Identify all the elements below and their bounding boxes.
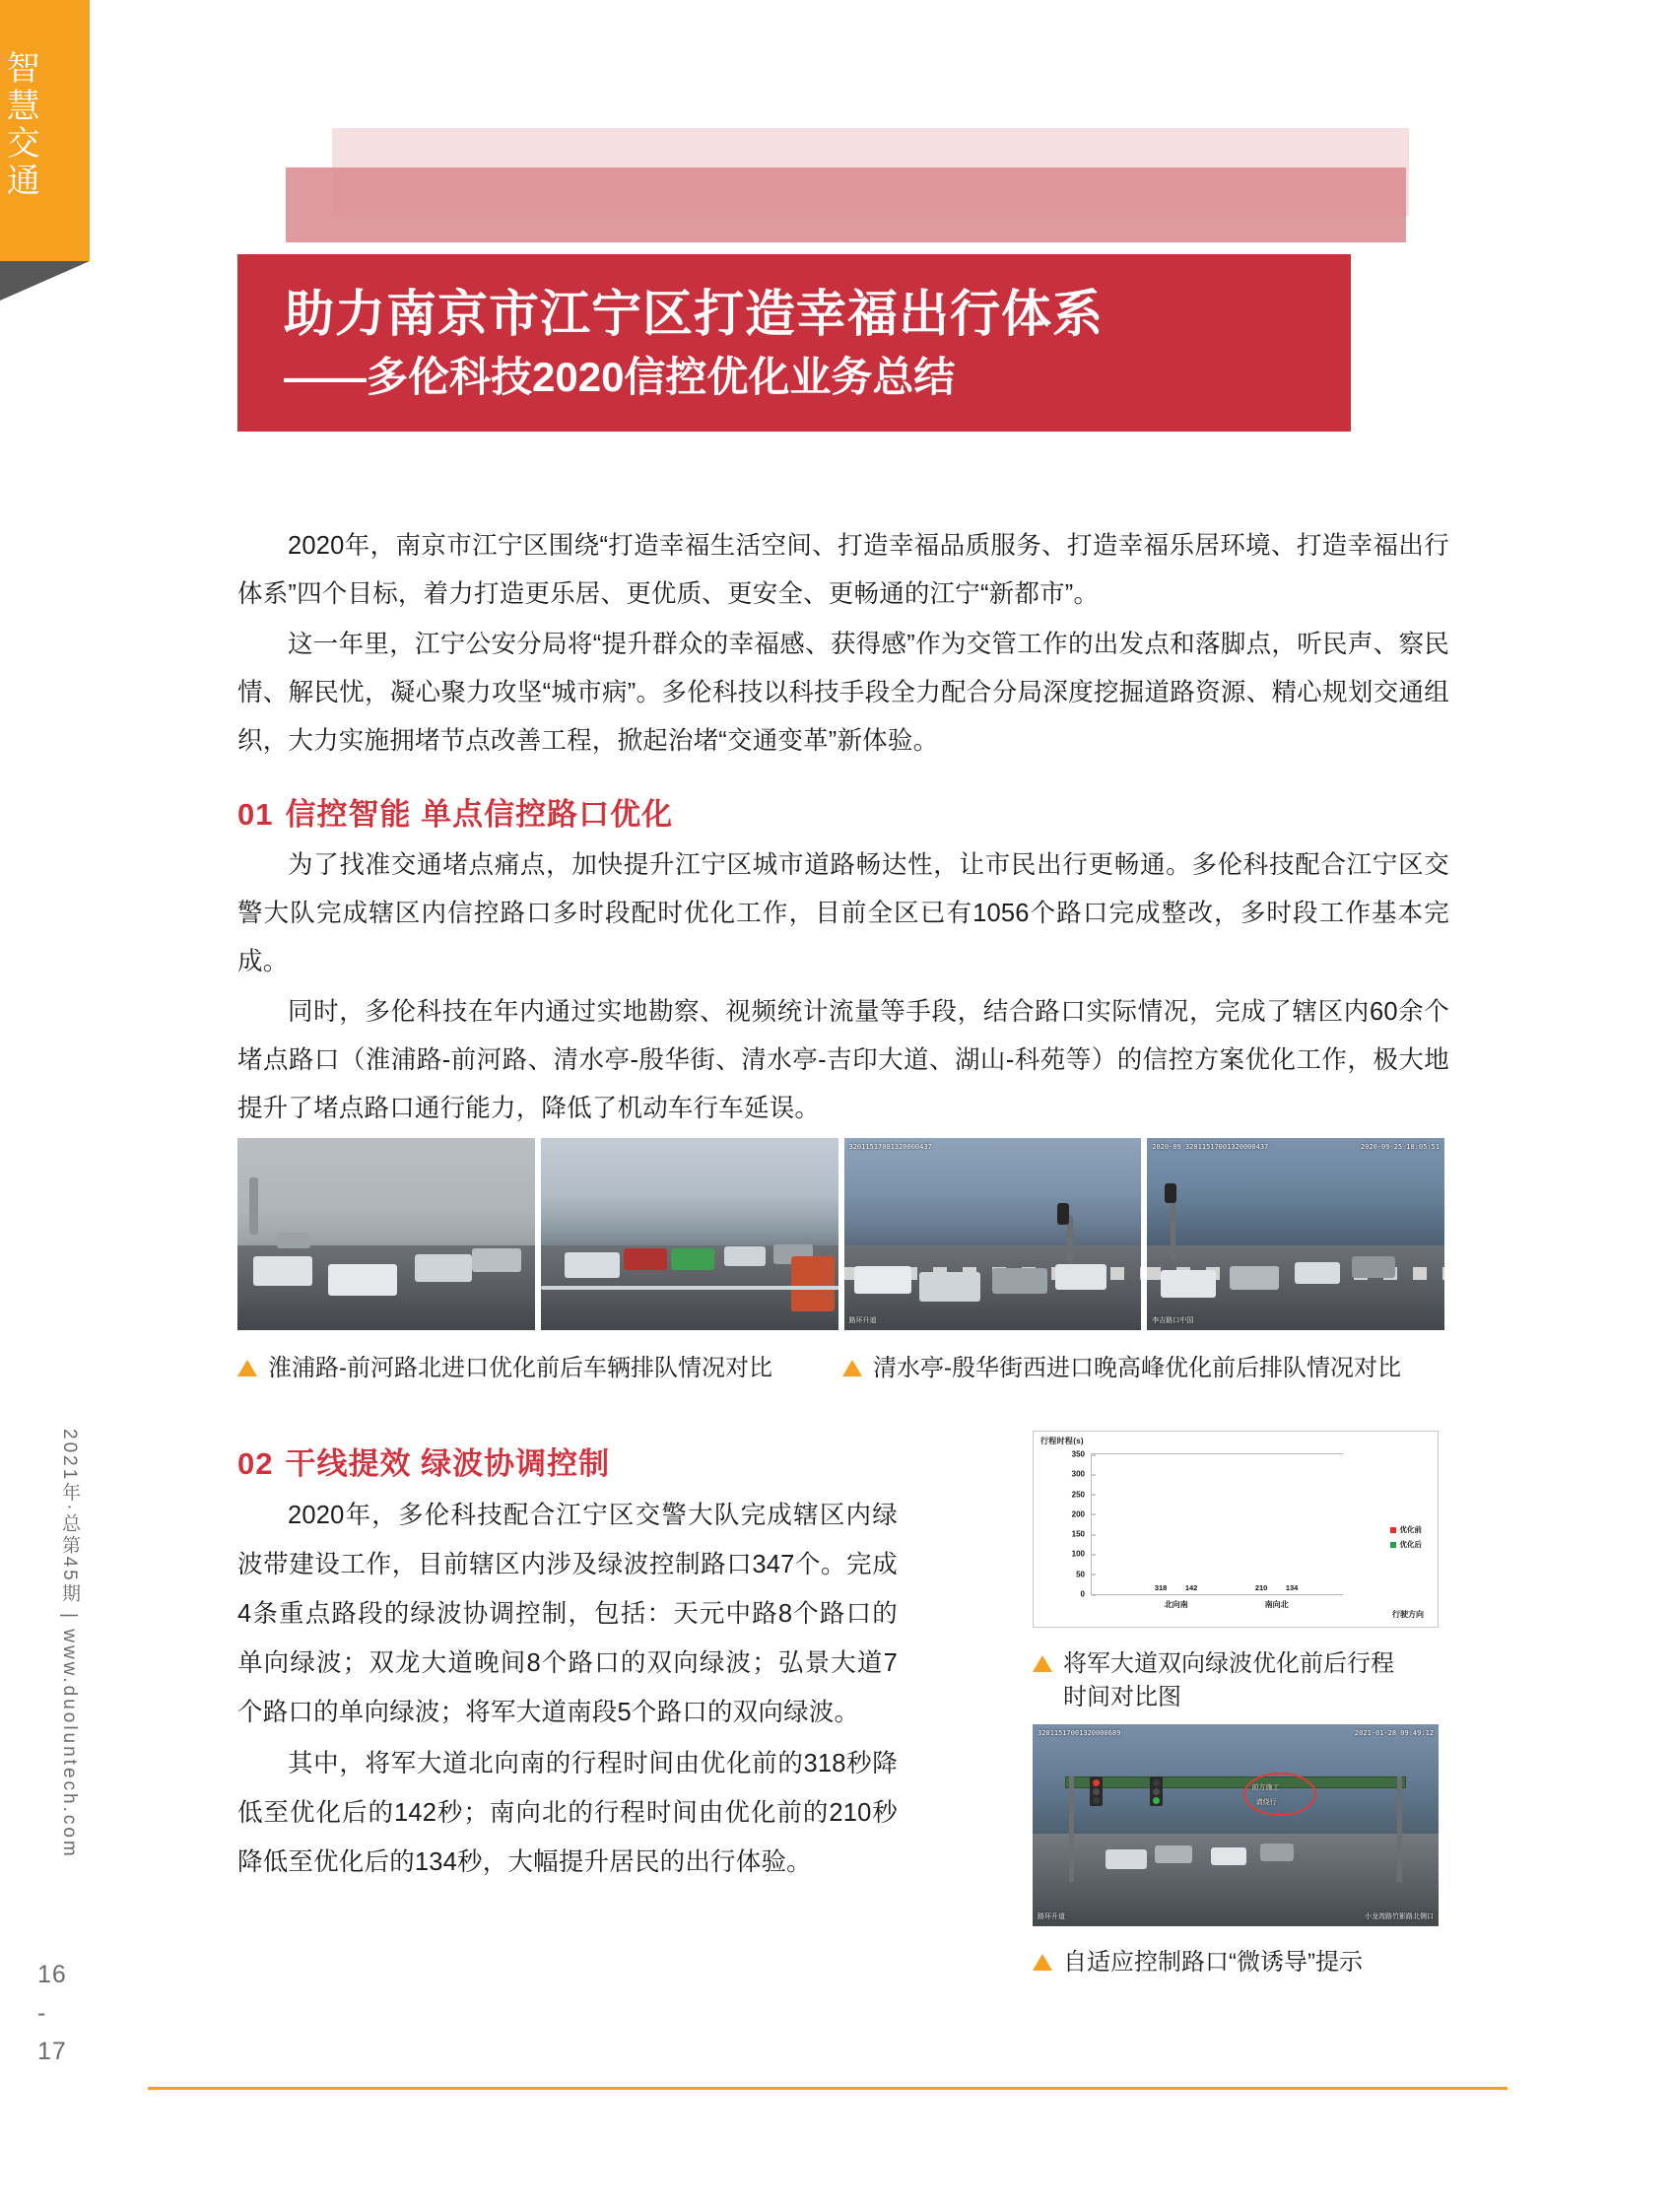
vehicle — [328, 1264, 397, 1296]
traffic-signal-mid — [1150, 1776, 1163, 1806]
vehicle — [1211, 1847, 1246, 1865]
triangle-bullet-icon — [1033, 1655, 1052, 1672]
vehicle — [253, 1256, 312, 1286]
article-subtitle: ——多伦科技2020信控优化业务总结 — [284, 354, 956, 400]
bar-value-label: 134 — [1285, 1583, 1299, 1592]
intro-paragraph-1: 2020年，南京市江宁区围绕“打造幸福生活空间、打造幸福品质服务、打造幸福乐居环境、打造幸福出行体系”四个目标，着力打造更乐居、更优质、更安全、更畅通的江宁“新都市”。 — [237, 532, 1449, 608]
page-number-to: 17 — [37, 2037, 67, 2065]
page-number — [37, 1956, 85, 2070]
vehicle — [1295, 1262, 1340, 1284]
camera-osd-location: 李吉路口中国 — [1152, 1316, 1194, 1324]
overhead-sign-gantry — [1065, 1776, 1406, 1788]
chart-legend — [1390, 1524, 1423, 1554]
induction-sign-text-line-1: 前方施工 — [1251, 1783, 1280, 1792]
legend-swatch-after-icon — [1390, 1542, 1396, 1548]
vehicle — [277, 1233, 310, 1248]
chart-ytick: 350 — [1072, 1450, 1092, 1459]
legend-label-before: 优化前 — [1399, 1525, 1422, 1534]
caption-chart-text — [1063, 1647, 1394, 1714]
issue-spine-text: 2021年·总第45期 | www.duoluntech.com — [59, 1429, 80, 1859]
traffic-signal — [1165, 1183, 1176, 1203]
gantry-pole-left — [1069, 1776, 1074, 1882]
camera-osd-watermark: 路环升道 — [1038, 1912, 1065, 1920]
legend-swatch-before-icon — [1390, 1527, 1396, 1533]
highlight-circle-annotation — [1243, 1773, 1316, 1816]
section-02-paragraph-1: 2020年，多伦科技配合江宁区交警大队完成辖区内绿波带建设工作，目前辖区内涉及绿波控制路口347个。完成4条重点路段的绿波协调控制，包括：天元中路8个路口的单向绿波；双龙大道晚间8个路口的双向绿波；弘景大道7个路口的单向绿波；将军大道南段5个路口的双向绿波。 — [237, 1502, 898, 1726]
bar-value-label: 210 — [1254, 1583, 1268, 1592]
section-02-number: 02 — [237, 1446, 274, 1481]
traffic-signal — [1057, 1203, 1069, 1225]
traffic-signal-left — [1090, 1776, 1103, 1806]
chart-x-axis-label: 行驶方向 — [1392, 1610, 1424, 1619]
light-pole — [249, 1177, 258, 1235]
photo-huaipu-after — [541, 1138, 838, 1330]
triangle-bullet-icon — [237, 1360, 257, 1376]
camera-osd-id: 2020-09 32011517001320000437 — [1152, 1143, 1269, 1151]
photo-comparison-row — [237, 1138, 1444, 1330]
camera-osd-location: 路环升道 — [848, 1316, 877, 1324]
section-01-heading — [237, 789, 1449, 834]
signal-pole — [1171, 1195, 1175, 1262]
camera-osd-timestamp: 2021-01-28 09:49:12 — [1354, 1729, 1434, 1737]
signal-green-lamp-icon — [1093, 1797, 1100, 1804]
article-title-box — [237, 254, 1351, 432]
photo-qingshuiting-before — [844, 1138, 1142, 1330]
caption-photo-right — [842, 1352, 1401, 1385]
bar-value-label: 318 — [1154, 1583, 1168, 1592]
section-02-heading — [237, 1439, 898, 1483]
travel-time-bar-chart — [1033, 1431, 1439, 1628]
chart-xtick: 北向南 — [1164, 1600, 1188, 1609]
article-title: 助力南京市江宁区打造幸福出行体系 — [284, 286, 1105, 342]
title-deco-mid — [286, 168, 1406, 242]
camera-osd-location: 小龙湾路竹影路北侧口 — [1365, 1912, 1434, 1920]
photo-huaipu-before — [237, 1138, 535, 1330]
chart-legend-item-before — [1390, 1524, 1423, 1535]
page-number-dash: - — [37, 1998, 47, 2027]
vehicle — [415, 1254, 472, 1282]
section-02-text-column — [237, 1439, 898, 1889]
triangle-bullet-icon — [842, 1360, 862, 1376]
caption-bottom-photo — [1033, 1946, 1456, 1979]
vehicle — [1055, 1264, 1106, 1290]
legend-label-after: 优化后 — [1399, 1540, 1422, 1549]
intro-paragraph-2: 这一年里，江宁公安分局将“提升群众的幸福感、获得感”作为交管工作的出发点和落脚点，听民声、察民情、解民忧，凝心聚力攻坚“城市病”。多伦科技以科技手段全力配合分局深度挖掘道路资源、精心规划交通组织，大力实施拥堵节点改善工程，掀起治堵“交通变革”新体验。 — [237, 631, 1449, 755]
category-tab — [0, 0, 90, 261]
caption-photo-left-text: 淮浦路-前河路北进口优化前后车辆排队情况对比 — [268, 1355, 772, 1381]
caption-chart — [1033, 1647, 1456, 1714]
vehicle — [1161, 1270, 1216, 1298]
chart-ytick: 250 — [1072, 1490, 1092, 1499]
bar-value-label: 142 — [1184, 1583, 1198, 1592]
vehicle — [671, 1248, 714, 1270]
category-tab-fold — [0, 261, 90, 301]
vehicle — [1260, 1843, 1294, 1861]
section-01-number: 01 — [237, 797, 274, 832]
vehicle — [565, 1252, 620, 1278]
vehicle — [919, 1272, 980, 1302]
section-02-title: 干线提效 绿波协调控制 — [285, 1446, 611, 1481]
camera-osd-id: 32011517001320000437 — [848, 1143, 932, 1151]
induction-sign-text-line-2: 请绕行 — [1255, 1797, 1277, 1806]
section-01-title: 信控智能 单点信控路口优化 — [285, 797, 674, 832]
article-body — [237, 522, 1449, 1135]
camera-osd-timestamp: 2020-09-25 18:05:51 — [1360, 1143, 1440, 1151]
vehicle — [624, 1248, 667, 1270]
page-footer-rule — [148, 2087, 1508, 2090]
section-02-paragraph-2: 其中，将军大道北向南的行程时间由优化前的318秒降低至优化后的142秒；南向北的行程时间由优化前的210秒降低至优化后的134秒，大幅提升居民的出行体验。 — [237, 1750, 898, 1876]
chart-ytick: 0 — [1081, 1590, 1092, 1599]
signal-amber-lamp-icon — [1093, 1788, 1100, 1795]
chart-ytick: 300 — [1072, 1470, 1092, 1479]
camera-osd-id: 32011517001320000689 — [1038, 1729, 1121, 1737]
section-01-paragraph-2: 同时，多伦科技在年内通过实地勘察、视频统计流量等手段，结合路口实际情况，完成了辖区内60余个堵点路口（淮浦路-前河路、清水亭-殷华街、清水亭-吉印大道、湖山-科苑等）的信控方案优化工作，极大地提升了堵点路口通行能力，降低了机动车行车延误。 — [237, 998, 1449, 1122]
chart-plot-area — [1071, 1449, 1343, 1609]
page-number-from: 16 — [37, 1961, 67, 1988]
chart-legend-item-after — [1390, 1539, 1423, 1550]
chart-xtick: 南向北 — [1264, 1600, 1289, 1609]
photo-qingshuiting-after — [1147, 1138, 1444, 1330]
chart-ytick: 50 — [1076, 1570, 1092, 1578]
vehicle — [992, 1268, 1047, 1294]
photo-adaptive-control-intersection — [1033, 1724, 1439, 1926]
category-tab-label: 智慧交通 — [1, 49, 39, 200]
vehicle — [854, 1266, 911, 1294]
vehicle — [472, 1248, 521, 1272]
chart-ytick: 200 — [1072, 1509, 1092, 1518]
triangle-bullet-icon — [1033, 1954, 1052, 1971]
caption-bottom-photo-text: 自适应控制路口“微诱导”提示 — [1063, 1949, 1363, 1976]
section-01-paragraph-1: 为了找准交通堵点痛点，加快提升江宁区城市道路畅达性，让市民出行更畅通。多伦科技配合江宁区交警大队完成辖区内信控路口多时段配时优化工作，目前全区已有1056个路口完成整改，多时段工作基本完成。 — [237, 851, 1449, 975]
signal-red-lamp-icon — [1093, 1779, 1100, 1786]
signal-red-lamp-icon — [1153, 1779, 1160, 1786]
chart-ytick: 100 — [1072, 1550, 1092, 1559]
signal-green-lamp-icon — [1153, 1797, 1160, 1804]
chart-ytick: 150 — [1072, 1530, 1092, 1539]
caption-photo-left — [237, 1352, 772, 1385]
vehicle — [1230, 1266, 1279, 1290]
section-02-figure-column — [1033, 1431, 1446, 1628]
barrier — [791, 1256, 835, 1311]
vehicle — [1106, 1849, 1147, 1869]
signal-amber-lamp-icon — [1153, 1788, 1160, 1795]
caption-chart-line-2: 时间对比图 — [1063, 1684, 1181, 1710]
caption-photo-right-text: 清水亭-殷华街西进口晚高峰优化前后排队情况对比 — [873, 1355, 1401, 1381]
vehicle — [1155, 1845, 1192, 1863]
gantry-pole-right — [1397, 1776, 1402, 1882]
chart-y-axis-label: 行程时程(s) — [1040, 1437, 1084, 1445]
vehicle — [724, 1246, 766, 1266]
vehicle — [1352, 1256, 1395, 1278]
caption-chart-line-1: 将军大道双向绿波优化前后行程 — [1063, 1650, 1394, 1677]
lane-marking — [541, 1286, 838, 1290]
